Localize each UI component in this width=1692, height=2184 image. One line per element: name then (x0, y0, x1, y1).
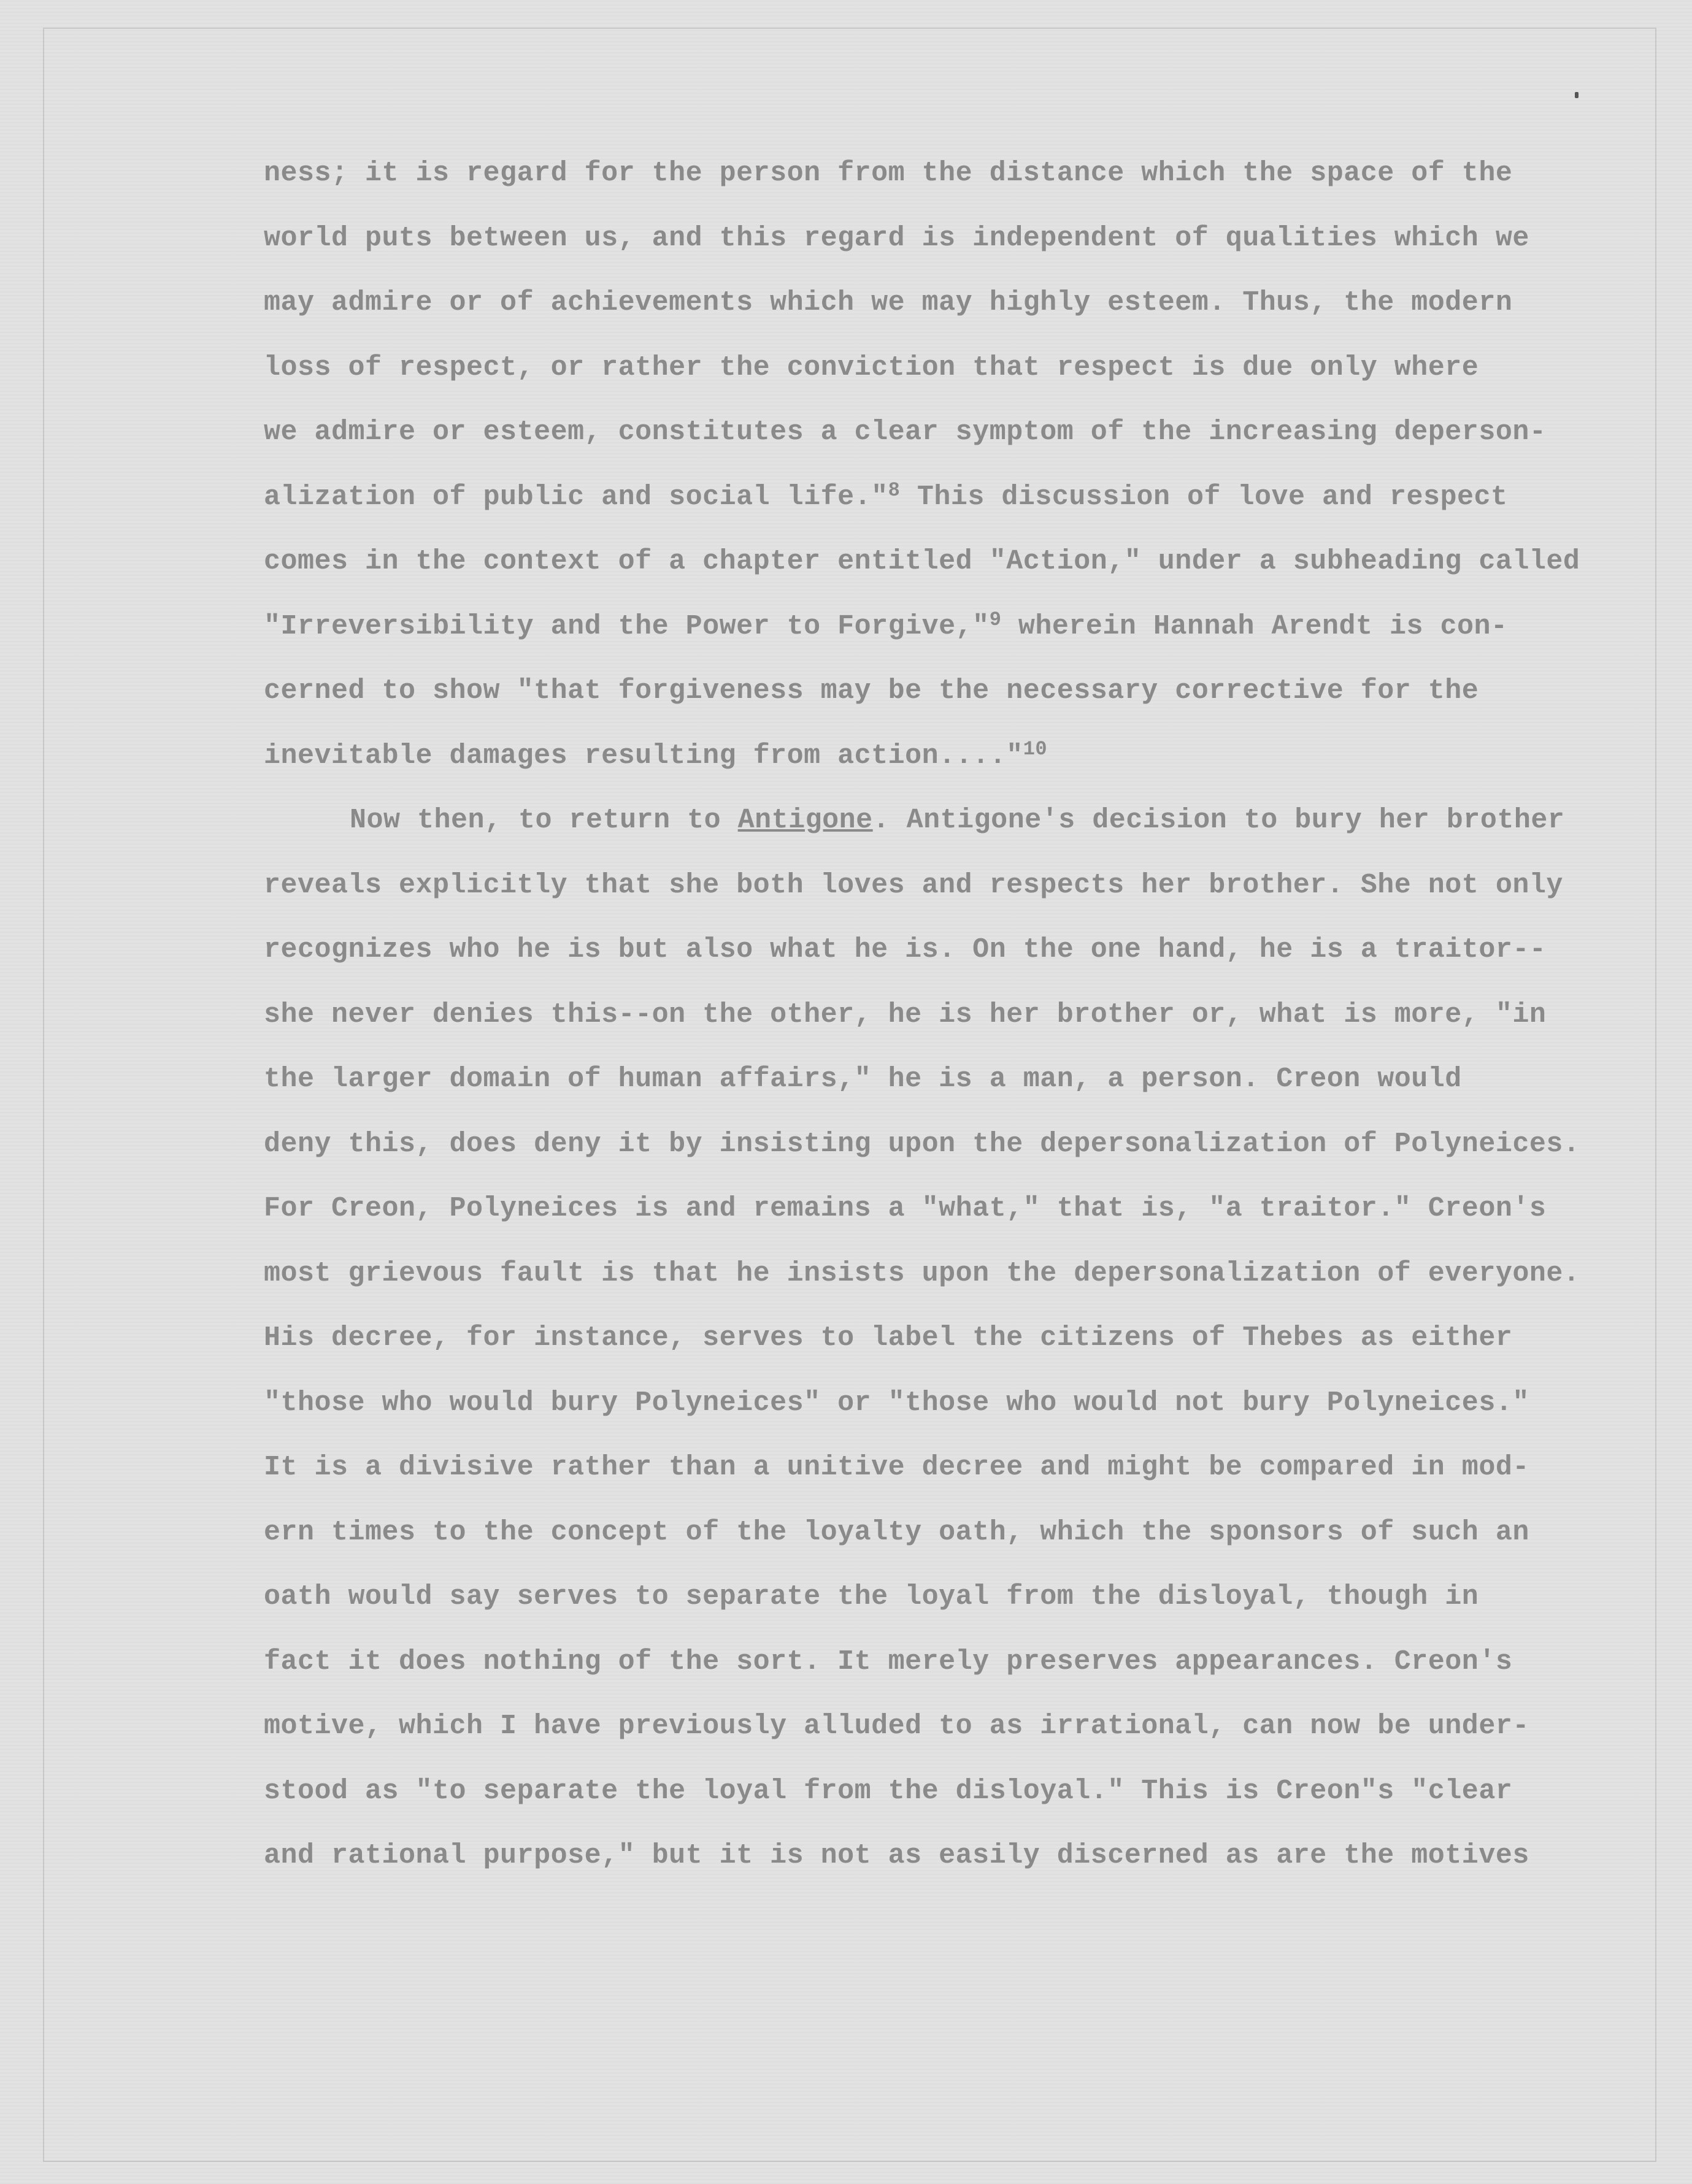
footnote-ref: 8 (888, 478, 901, 502)
text-line: recognizes who he is but also what he is. On the one hand, he is a traitor-- (264, 934, 1547, 965)
text-line: world puts between us, and this regard is independent of qualities which we (264, 222, 1529, 254)
text-line: most grievous fault is that he insists upon the depersonalization of everyone. (264, 1257, 1580, 1289)
text-line: reveals explicitly that she both loves and respects her brother. She not only (264, 869, 1563, 901)
text-line: His decree, for instance, serves to label the citizens of Thebes as either (264, 1322, 1513, 1354)
text-line (264, 465, 1515, 530)
text-line: oath would say serves to separate the loyal from the disloyal, though in (264, 1581, 1479, 1612)
text-line: "those who would bury Polyneices" or "those who would not bury Polyneices." (264, 1387, 1529, 1419)
text-line: she never denies this--on the other, he is her brother or, what is more, "in (264, 998, 1547, 1030)
text-line: For Creon, Polyneices is and remains a "what," that is, "a traitor." Creon's (264, 1193, 1547, 1224)
text-segment: inevitable damages resulting from action...." (264, 740, 1023, 772)
text-line: may admire or of achievements which we may highly esteem. Thus, the modern (264, 287, 1513, 318)
text-line: cerned to show "that forgiveness may be the necessary corrective for the (264, 675, 1479, 707)
text-segment: alization of public and social life." (264, 481, 888, 513)
text-line: the larger domain of human affairs," he is a man, a person. Creon would (264, 1063, 1462, 1095)
text-line: and rational purpose," but it is not as easily discerned as are the motives (264, 1840, 1529, 1871)
text-line: deny this, does deny it by insisting upon the depersonalization of Polyneices. (264, 1128, 1580, 1160)
text-line: comes in the context of a chapter entitled "Action," under a subheading called (264, 546, 1580, 577)
footnote-ref: 10 (1023, 737, 1048, 761)
text-segment: wherein Hannah Arendt is con- (1001, 610, 1508, 642)
text-segment: Now then, to return to (350, 805, 738, 836)
text-segment: . Antigone's decision to bury her brother (872, 805, 1565, 836)
body-text (264, 141, 1580, 1888)
play-title: Antigone (737, 805, 873, 836)
text-line: ness; it is regard for the person from the distance which the space of the (264, 158, 1513, 189)
text-segment: "Irreversibility and the Power to Forgive," (264, 610, 990, 642)
text-segment: This discussion of love and respect (900, 481, 1508, 513)
footnote-ref: 9 (989, 608, 1002, 631)
text-line: we admire or esteem, constitutes a clear symptom of the increasing deperson- (264, 416, 1547, 448)
text-line (264, 724, 1515, 789)
text-line: It is a divisive rather than a unitive decree and might be compared in mod- (264, 1452, 1529, 1483)
text-line: ern times to the concept of the loyalty oath, which the sponsors of such an (264, 1516, 1529, 1548)
text-line: motive, which I have previously alluded to as irrational, can now be under- (264, 1711, 1529, 1742)
text-line: fact it does nothing of the sort. It merely preserves appearances. Creon's (264, 1646, 1513, 1677)
scan-speck (1575, 92, 1579, 98)
paragraph-start-line (264, 788, 1565, 853)
text-line: loss of respect, or rather the conviction that respect is due only where (264, 351, 1479, 383)
text-line (264, 594, 1515, 659)
text-line: stood as "to separate the loyal from the disloyal." This is Creon"s "clear (264, 1775, 1513, 1807)
